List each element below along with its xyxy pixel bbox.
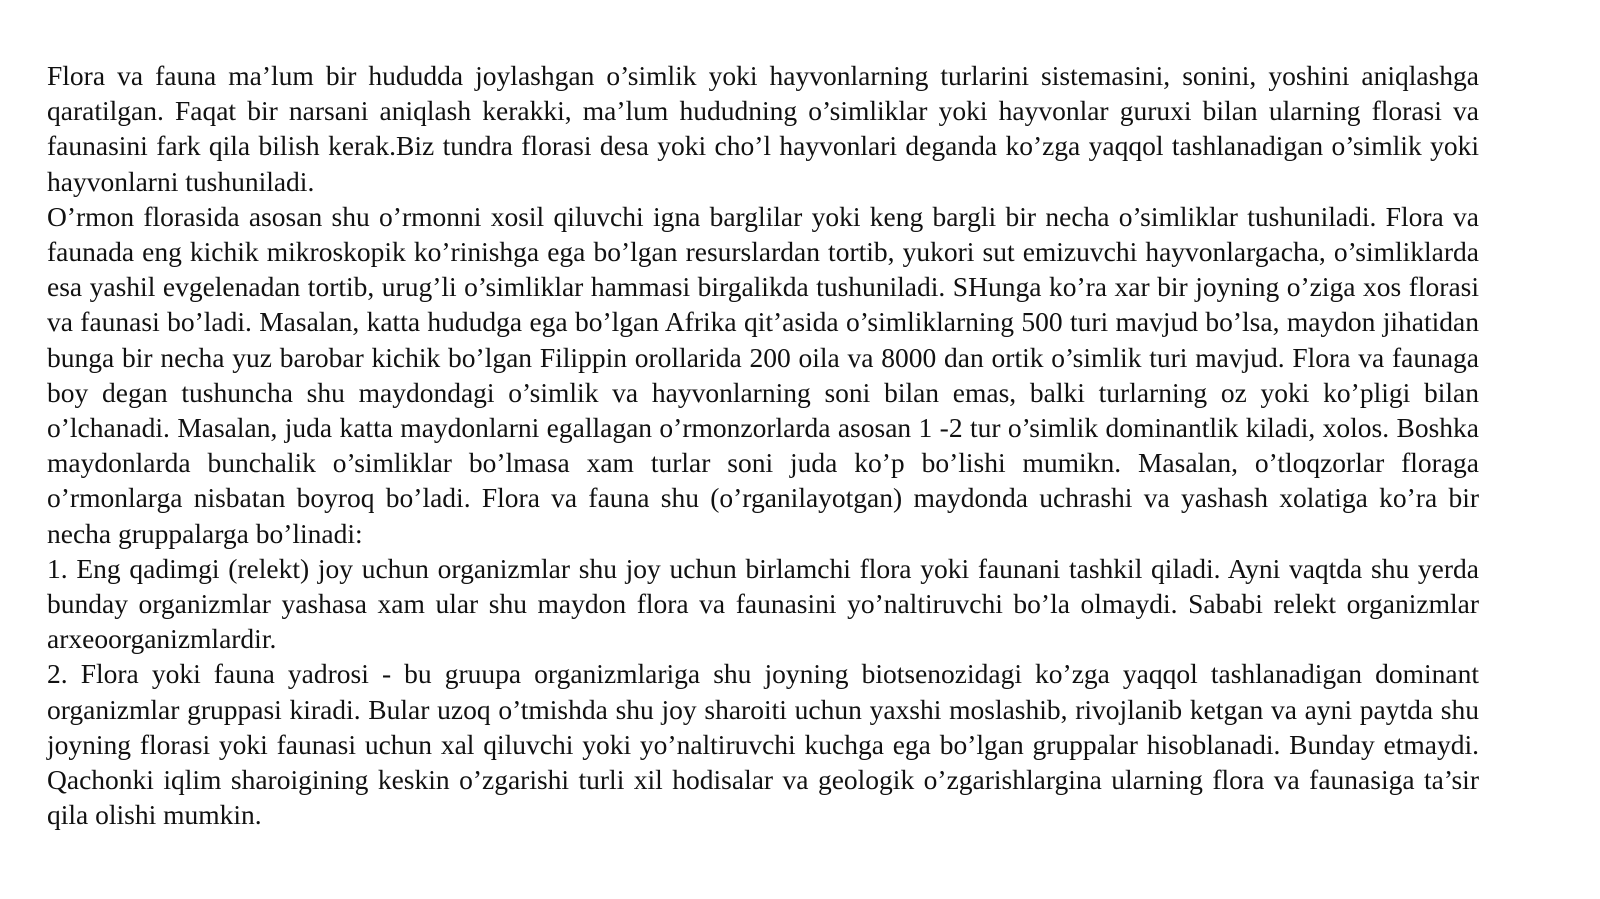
paragraph-relict-organisms: 1. Eng qadimgi (relekt) joy uchun organizmlar shu joy uchun birlamchi flora yoki faunani tashkil qiladi. Ayni vaqtda shu yerda bunday organizmlar yashasa xam ular shu maydon flora va faunasini yo’naltiruvchi bo’la olmaydi. Sababi relekt organizmlar arxeoorganizmlardir. [47,552,1479,655]
paragraph-forest-flora: O’rmon florasida asosan shu o’rmonni xosil qiluvchi igna barglilar yoki keng bargli bir necha o’simliklar tushuniladi. Flora va faunada eng kichik mikroskopik ko’rinishga ega bo’lgan resurslardan tortib, yukori sut emizuvchi hayvonlargacha, o’simliklarda esa yashil evgelenadan tortib, urug’li o’simliklar hammasi birgalikda tushuniladi. SHunga ko’ra xar bir joyning o’ziga xos florasi va faunasi bo’ladi. Masalan, katta hududga ega bo’lgan Afrika qit’asida o’simliklarning 500 turi mavjud bo’lsa, maydon jihatidan bunga bir necha yuz barobar kichik bo’lgan Filippin orollarida 200 oila va 8000 dan ortik o’simlik turi mavjud. Flora va faunaga boy degan tushuncha shu maydondagi o’simlik va hayvonlarning soni bilan emas, balki turlarning oz yoki ko’pligi bilan o’lchanadi. Masalan, juda katta maydonlarni egallagan o’rmonzorlarda asosan 1 -2 tur o’simlik dominantlik kiladi, xolos. Boshka maydonlarda bunchalik o’simliklar bo’lmasa xam turlar soni juda ko’p bo’lishi mumikn. Masalan, o’tloqzorlar floraga o’rmonlarga nisbatan boyroq bo’ladi. Flora va fauna shu (o’rganilayotgan) maydonda uchrashi va yashash xolatiga ko’ra bir necha gruppalarga bo’linadi: [47,200,1479,549]
paragraph-flora-fauna-definition: Flora va fauna ma’lum bir hududda joylashgan o’simlik yoki hayvonlarning turlarini sistemasini, sonini, yoshini aniqlashga qaratilgan. Faqat bir narsani aniqlash kerakki, ma’lum hududning o’simliklar yoki hayvonlar guruxi bilan ularning florasi va faunasini fark qila bilish kerak.Biz tundra florasi desa yoki cho’l hayvonlari deganda ko’zga yaqqol tashlanadigan o’simlik yoki hayvonlarni tushuniladi. [47,60,1479,197]
document-page [47,58,1479,832]
paragraph-flora-fauna-core: 2. Flora yoki fauna yadrosi - bu gruupa organizmlariga shu joyning biotsenozidagi ko’zga yaqqol tashlanadigan dominant organizmlar gruppasi kiradi. Bular uzoq o’tmishda shu joy sharoiti uchun yaxshi moslashib, rivojlanib ketgan va ayni paytda shu joyning florasi yoki faunasi uchun xal qiluvchi yoki yo’naltiruvchi kuchga ega bo’lgan gruppalar hisoblanadi. Bunday etmaydi. Qachonki iqlim sharoigining keskin o’zgarishi turli xil hodisalar va geologik o’zgarishlargina ularning flora va faunasiga ta’sir qila olishi mumkin. [47,658,1479,831]
